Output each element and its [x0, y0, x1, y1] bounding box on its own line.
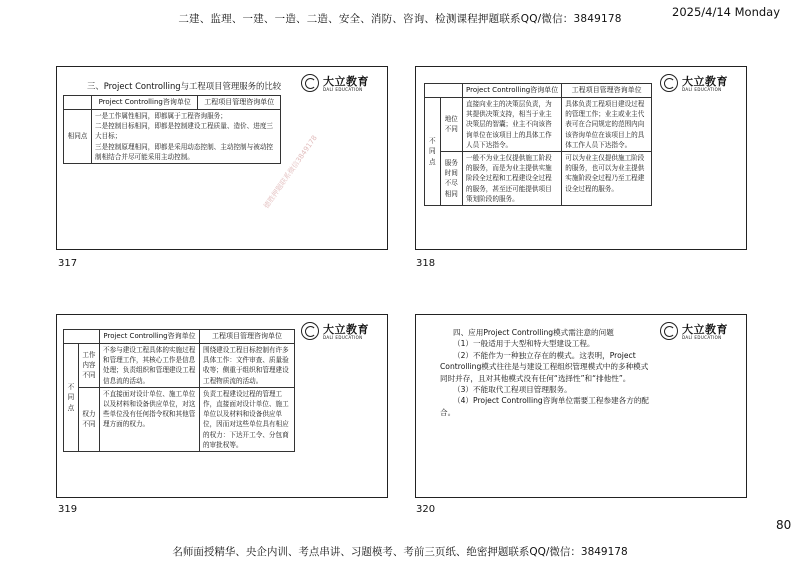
logo-en: DALI EDUCATION	[682, 87, 722, 92]
slide-317	[56, 66, 388, 250]
slide-number: 318	[416, 258, 436, 269]
col-header-controlling: Project Controlling咨询单位	[92, 96, 198, 110]
top-banner: 二建、监理、一建、一造、二造、安全、消防、咨询、检测课程押题联系QQ/微信：3849178	[178, 13, 622, 25]
same-points-cell	[92, 109, 281, 163]
logo-en: DALI EDUCATION	[323, 335, 363, 340]
note-paragraph-2: （2）不能作为一种独立存在的模式。这表明，Project Controlling模式往往是与建设工程组织管理模式中的多种模式同时并存，且对其他模式没有任何“选择性”和“排他性”。	[440, 350, 649, 383]
time-pm-cell: 可以为业主仅提供施工阶段的服务，也可以为业主提供实施阶段全过程乃至工程建设全过程的服务。	[562, 151, 652, 205]
dali-logo	[660, 73, 740, 95]
same-point-1: 一是工作属性相同，即都属于工程咨询服务；	[95, 111, 227, 120]
same-point-2: 二是控制目标相同，即都是控制建设工程质量、造价、进度三大目标；	[95, 122, 274, 141]
slide-number: 317	[58, 258, 78, 269]
comparison-table	[63, 329, 295, 452]
col-header-pm: 工程项目管理咨询单位	[562, 84, 652, 98]
slide-heading: 四、应用Project Controlling模式需注意的问题	[453, 328, 614, 337]
slide-320	[415, 314, 747, 498]
dali-logo	[301, 321, 381, 343]
row-label-authority: 权力不同	[78, 387, 99, 451]
row-label-status: 地位不同	[440, 97, 462, 151]
note-paragraph-1: （1）一般适用于大型和特大型建设工程。	[453, 339, 595, 349]
bottom-banner: 名师面授精华、央企内训、考点串讲、习题模考、考前三页纸、绝密押题联系QQ/微信：3849178	[172, 546, 628, 558]
slide-number: 320	[416, 504, 436, 515]
row-label-work-content: 工作内容不同	[78, 343, 99, 387]
col-header-controlling: Project Controlling咨询单位	[100, 330, 200, 344]
logo-cn: 大立教育	[682, 323, 728, 336]
dali-logo-icon	[301, 74, 319, 92]
dali-logo	[301, 73, 381, 95]
dali-logo-icon	[301, 322, 319, 340]
row-label-service-time: 服务时间不尽相同	[440, 151, 462, 205]
col-header-pm: 工程项目管理咨询单位	[198, 96, 281, 110]
logo-cn: 大立教育	[323, 323, 369, 336]
same-point-3: 三是控制原理相同，即都是采用动态控制、主动控制与被动控制相结合并尽可能采用主动控制。	[95, 142, 274, 161]
logo-cn: 大立教育	[323, 75, 369, 88]
dali-logo	[660, 321, 740, 343]
status-pm-cell: 具体负责工程项目建设过程的管理工作；业主或业主代表可在合同规定的范围内向该咨询单位在该项目上的具体工作人员下达指令。	[562, 97, 652, 151]
date-label: 2025/4/14 Monday	[672, 5, 781, 19]
logo-en: DALI EDUCATION	[682, 335, 722, 340]
comparison-table	[63, 95, 281, 164]
authority-controlling-cell: 不直接面对设计单位、施工单位以及材料和设备供应单位，对这些单位没有任何指令权和其他管理方面的权力。	[100, 387, 200, 451]
content-controlling-cell: 不参与建设工程具体的实施过程和管理工作，其核心工作是信息处理；负责组织和管理建设工程信息流的活动。	[100, 343, 200, 387]
note-paragraph-3: （3）不能取代工程项目管理服务。	[453, 384, 572, 394]
group-label-diff: 不同点	[64, 343, 79, 451]
slide-heading: 三、Project Controlling与工程项目管理服务的比较	[87, 81, 282, 91]
dali-logo-icon	[660, 74, 678, 92]
slide-number: 319	[58, 504, 78, 515]
page-number: 80	[776, 518, 792, 532]
row-label-same: 相同点	[64, 109, 92, 163]
slide-318	[415, 66, 747, 250]
slide-body	[440, 327, 650, 418]
authority-pm-cell: 负责工程建设过程的管理工作，直接面对设计单位、施工单位以及材料和设备供应单位，因而对这些单位具有相应的权力：下达开工令、分包商的审批权等。	[200, 387, 295, 451]
logo-cn: 大立教育	[682, 75, 728, 88]
col-header-pm: 工程项目管理咨询单位	[200, 330, 295, 344]
watermark: 德胜押题联系微信3849178	[262, 133, 319, 211]
group-label-diff: 不同点	[425, 97, 441, 205]
slide-319	[56, 314, 388, 498]
note-paragraph-4: （4）Project Controlling咨询单位需要工程参建各方的配合。	[440, 396, 650, 417]
time-controlling-cell: 一般不为业主仅提供施工阶段的服务，而是为业主提供实施阶段全过程和工程建设全过程的服务，甚至还可能提供项目策划阶段的服务。	[463, 151, 562, 205]
status-controlling-cell: 直接向业主的决策层负责，为其提供决策支持，相当于业主决策层的智囊；业主不向该咨询单位在该项目上的具体工作人员下达指令。	[463, 97, 562, 151]
dali-logo-icon	[660, 322, 678, 340]
comparison-table	[424, 83, 652, 206]
logo-en: DALI EDUCATION	[323, 87, 363, 92]
col-header-controlling: Project Controlling咨询单位	[463, 84, 562, 98]
content-pm-cell: 围绕建设工程目标控制有许多具体工作：文件审查、质量验收等；侧重于组织和管理建设工程物质流的活动。	[200, 343, 295, 387]
